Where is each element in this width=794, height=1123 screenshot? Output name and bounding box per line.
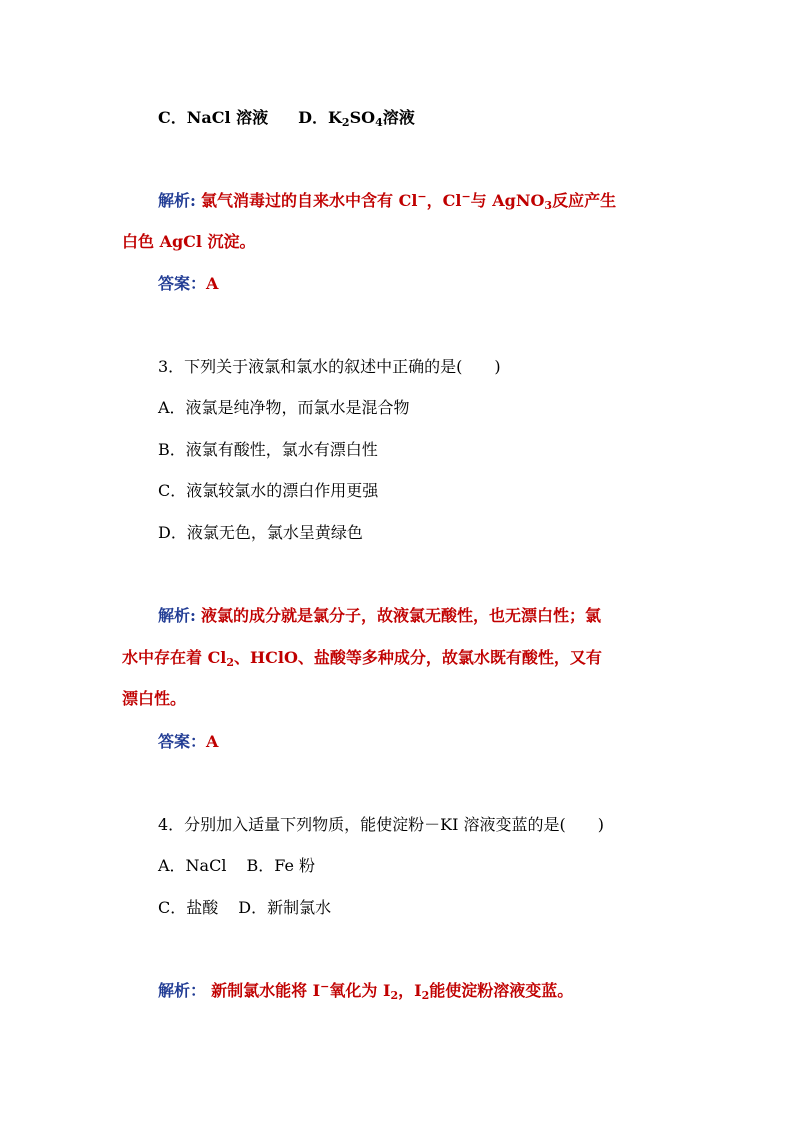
q4-option-b: B．Fe 粉 xyxy=(246,856,316,875)
q3-analysis-line-1 xyxy=(158,606,601,626)
q4-option-c: C．盐酸 xyxy=(158,898,219,917)
q3-analysis-label: 解析: xyxy=(158,606,196,625)
q4-options-cd xyxy=(158,898,331,918)
q2-options-cd xyxy=(158,108,415,128)
q2-analysis-label: 解析: xyxy=(158,191,196,210)
q4-option-d: D．新制氯水 xyxy=(238,898,332,917)
q2-option-d: D．$K_2SO_4$溶液 xyxy=(298,108,415,129)
q3-analysis-text: 液氯的成分就是氯分子，故液氯无酸性，也无漂白性；氯 xyxy=(201,606,602,625)
q4-options-ab xyxy=(158,856,315,876)
q3-option-c: C．液氯较氯水的漂白作用更强 xyxy=(158,481,379,500)
q2-analysis-line-2: 白色 AgCl 沉淀。 xyxy=(122,232,256,251)
q4-analysis-line-1 xyxy=(158,981,573,1001)
q3-analysis-line-2: 水中存在着 $Cl_2$、HClO、盐酸等多种成分，故氯水既有酸性，又有 xyxy=(122,648,602,669)
q4-analysis-text: 新制氯水能将 I−氧化为 $I_2$，$I_2$能使淀粉溶液变蓝。 xyxy=(211,980,574,1002)
q2-option-c: C．NaCl 溶液 xyxy=(158,108,269,127)
q4-analysis-label: 解析： xyxy=(158,981,207,1000)
q2-answer-label: 答案： xyxy=(158,274,207,293)
q2-answer xyxy=(158,274,218,294)
q2-analysis-text: 氯气消毒过的自来水中含有 Cl−，Cl−与 AgNO$_3$反应产生 xyxy=(201,190,617,212)
q3-analysis-line-3: 漂白性。 xyxy=(122,689,187,708)
q3-option-a: A．液氯是纯净物，而氯水是混合物 xyxy=(158,398,410,417)
q2-analysis-line-1 xyxy=(158,191,616,211)
q3-stem: 3．下列关于液氯和氯水的叙述中正确的是( ) xyxy=(158,357,501,376)
q3-answer-label: 答案： xyxy=(158,732,207,751)
q2-answer-value: A xyxy=(206,274,219,293)
q3-answer-value: A xyxy=(206,732,219,751)
q4-stem: 4．分别加入适量下列物质，能使淀粉－KI 溶液变蓝的是( ) xyxy=(158,815,605,834)
q4-option-a: A．NaCl xyxy=(158,856,227,875)
q3-answer xyxy=(158,732,218,752)
q3-option-b: B．液氯有酸性，氯水有漂白性 xyxy=(158,440,378,459)
q3-option-d: D．液氯无色，氯水呈黄绿色 xyxy=(158,523,363,542)
